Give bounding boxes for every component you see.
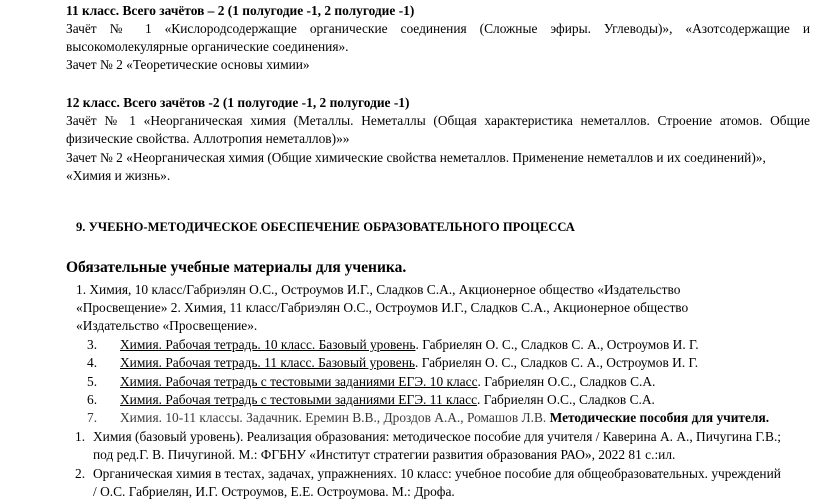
teacher-item-1-line1: Химия (базовый уровень). Реализация образования: методическое пособие для учителя / Каверина А. А., Пичугина Г.В.;: [93, 429, 782, 444]
workbook-10-link[interactable]: Химия. Рабочая тетрадь. 10 класс. Базовый уровень: [120, 337, 416, 352]
grade12-test1-line2: физические свойства. Аллотропия неметаллов)»»: [66, 131, 350, 146]
ege-workbook-10-link[interactable]: Химия. Рабочая тетрадь с тестовыми заданиями ЕГЭ. 10 класс: [120, 374, 478, 389]
section-9-title: 9. УЧЕБНО-МЕТОДИЧЕСКОЕ ОБЕСПЕЧЕНИЕ ОБРАЗОВАТЕЛЬНОГО ПРОЦЕССА: [76, 220, 575, 234]
workbook-11-link[interactable]: Химия. Рабочая тетрадь. 11 класс. Базовый уровень: [120, 355, 416, 370]
grade11-test1-line2: высокомолекулярные органические соединения».: [66, 39, 349, 54]
grade12-test2-line1: Зачет № 2 «Неорганическая химия (Общие химические свойства неметаллов. Применение неметаллов и их соединений)»,: [66, 150, 766, 165]
teacher-materials-heading: Методические пособия для учителя.: [549, 410, 770, 425]
grade12-test2-line2: «Химия и жизнь».: [66, 168, 171, 183]
materials-p1-line3: «Издательство «Просвещение».: [76, 318, 258, 333]
materials-item-7: Химия. 10-11 классы. Задачник. Еремин В.В., Дроздов А.А., Ромашов Л.В. Методические пособия для учителя.: [120, 410, 770, 425]
teacher-item-2-line2: / О.С. Габриелян, И.Г. Остроумов, Е.Е. Остроумова. М.: Дрофа.: [93, 484, 455, 499]
materials-item-4-num: 4.: [87, 355, 98, 370]
materials-item-5: Химия. Рабочая тетрадь с тестовыми заданиями ЕГЭ. 10 класс. Габриелян О.С., Сладков С.А.: [120, 374, 656, 389]
materials-item-5-num: 5.: [87, 374, 98, 389]
ege-workbook-11-link[interactable]: Химия. Рабочая тетрадь с тестовыми заданиями ЕГЭ. 11 класс: [120, 392, 478, 407]
materials-item-4: Химия. Рабочая тетрадь. 11 класс. Базовый уровень. Габриелян О. С., Сладков С. А., Остроумов И. Г.: [120, 355, 699, 370]
materials-p1-line1: 1. Химия, 10 класс/Габриэлян О.С., Остроумов И.Г., Сладков С.А., Акционерное общество «Издательство: [76, 282, 681, 297]
materials-item-3: Химия. Рабочая тетрадь. 10 класс. Базовый уровень. Габриелян О. С., Сладков С. А., Остроумов И. Г.: [120, 337, 699, 352]
grade11-heading: 11 класс. Всего зачётов – 2 (1 полугодие -1, 2 полугодие -1): [66, 3, 415, 18]
grade11-test2: Зачет № 2 «Теоретические основы химии»: [66, 57, 310, 72]
teacher-item-1-num: 1.: [75, 429, 86, 444]
grade12-test1-line1: Зачёт № 1 «Неорганическая химия (Металлы. Неметаллы (Общая характеристика неметаллов. Строение атомов. Общие: [66, 113, 810, 128]
materials-p1-line2: «Просвещение» 2. Химия, 11 класс/Габриэлян О.С., Остроумов И.Г., Сладков С.А., Акционерное общество: [76, 300, 689, 315]
materials-item-7-num: 7.: [87, 410, 98, 425]
grade12-heading: 12 класс. Всего зачётов -2 (1 полугодие -1, 2 полугодие -1): [66, 95, 410, 110]
grade11-test1-line1: Зачёт № 1 «Кислородсодержащие органические соединения (Сложные эфиры. Углеводы)», «Азотсодержащие и: [66, 21, 810, 36]
materials-heading: Обязательные учебные материалы для ученика.: [66, 259, 407, 276]
teacher-item-2-num: 2.: [75, 466, 86, 481]
teacher-item-1-line2: под ред.Г. В. Пичугиной. М.: ФГБНУ «Институт стратегии развития образования РАО», 2022 81 с.:ил.: [93, 447, 676, 462]
materials-item-6: Химия. Рабочая тетрадь с тестовыми заданиями ЕГЭ. 11 класс. Габриелян О.С., Сладков С.А.: [120, 392, 655, 407]
teacher-item-2-line1: Органическая химия в тестах, задачах, упражнениях. 10 класс: учебное пособие для общеобразовательных. учреждений: [93, 466, 781, 481]
materials-item-6-num: 6.: [87, 392, 98, 407]
materials-item-3-num: 3.: [87, 337, 98, 352]
